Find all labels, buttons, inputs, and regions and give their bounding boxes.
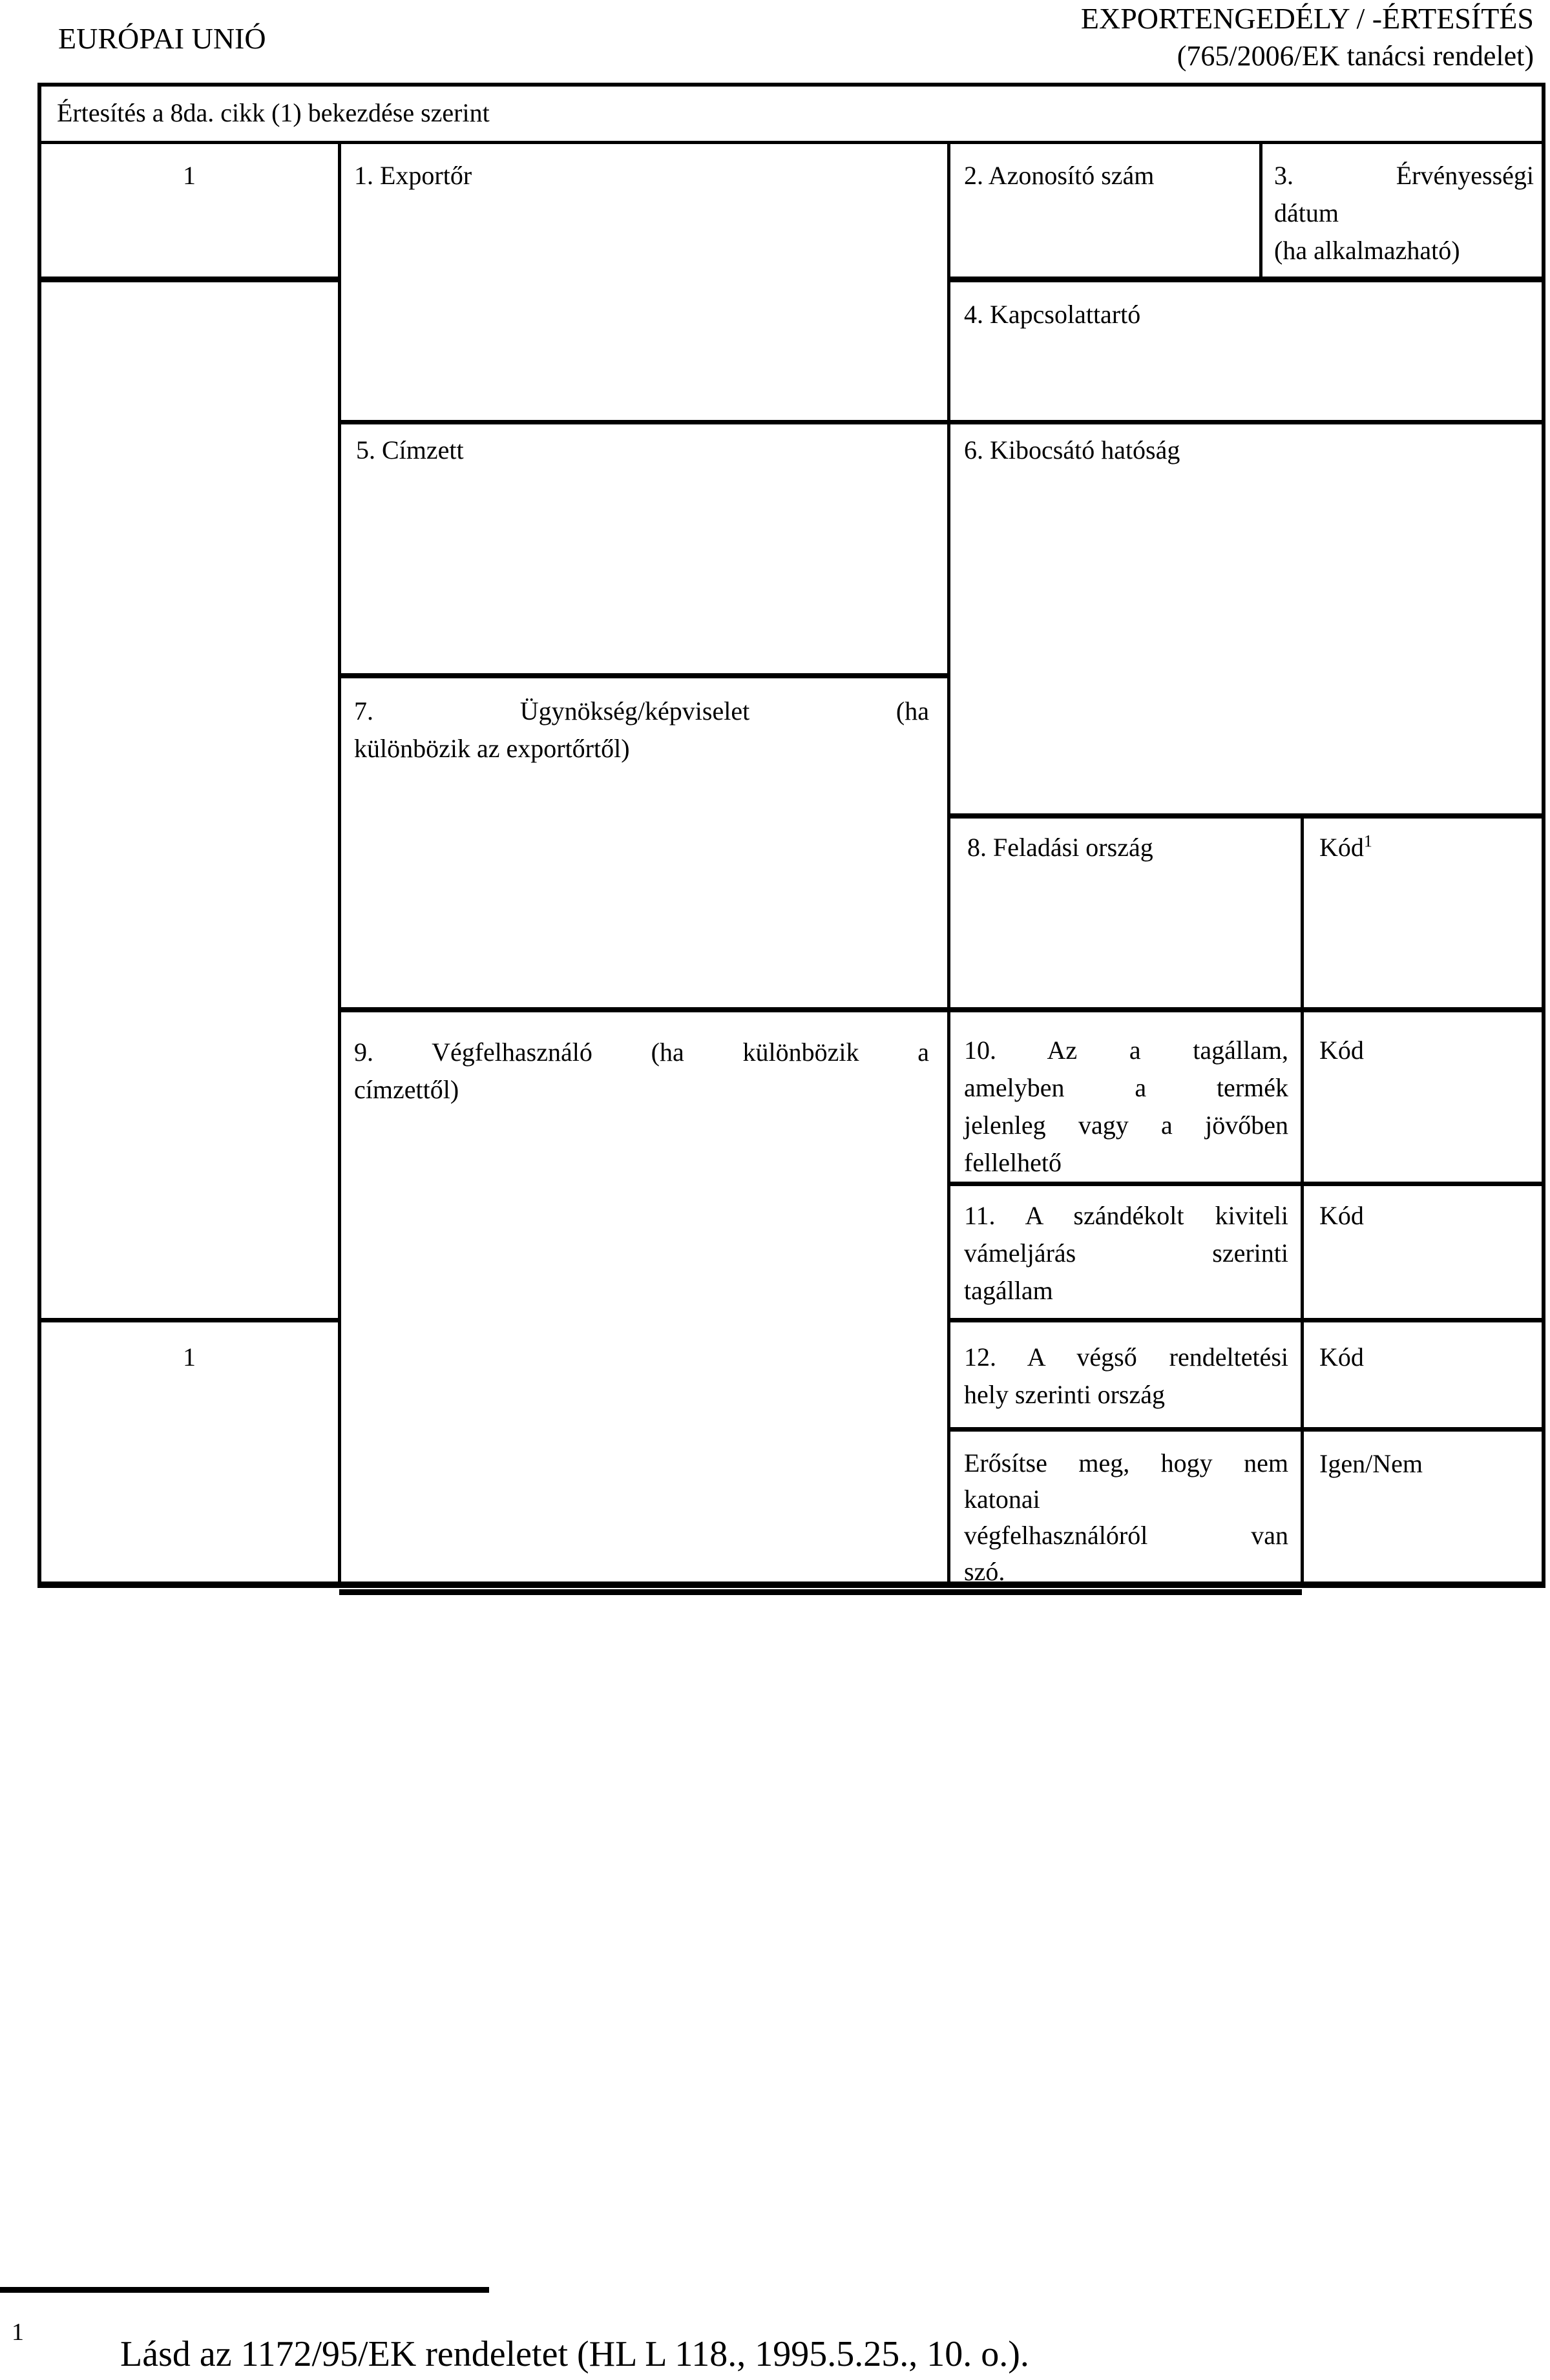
field-contact: 4. Kapcsolattartó bbox=[964, 300, 1141, 329]
cell-line: amelyben a termék bbox=[964, 1073, 1288, 1102]
field-dispatch-code bbox=[1319, 829, 1372, 866]
copy-number-bottom: 1 bbox=[183, 1342, 196, 1372]
cell-line: különbözik az exportőrtől) bbox=[354, 734, 630, 763]
row-line-colCD-433 bbox=[947, 277, 1545, 282]
footnote-marker: 1 bbox=[12, 2319, 24, 2346]
row-line-654 bbox=[339, 420, 1545, 424]
cell-line: vámeljárás szerinti bbox=[964, 1238, 1288, 1268]
field-code-10: Kód bbox=[1319, 1036, 1364, 1065]
cell-line: jelenleg vagy a jövőben bbox=[964, 1111, 1288, 1140]
field-consignee: 5. Címzett bbox=[356, 435, 464, 465]
cell-line: szó. bbox=[964, 1557, 1005, 1586]
field-end-user bbox=[354, 1034, 929, 1109]
cell-line: 7. Ügynökség/képviselet (ha bbox=[354, 696, 929, 725]
field-dispatch-country: 8. Feladási ország bbox=[967, 833, 1153, 862]
col-line-c-d-top bbox=[1259, 141, 1262, 282]
footnote-text: Lásd az 1172/95/EK rendeletet (HL L 118., 1995.5.25., 10. o.). bbox=[120, 2334, 1029, 2374]
cell-line: katonai bbox=[964, 1485, 1040, 1514]
dispatch-code-label: Kód bbox=[1319, 833, 1364, 862]
table-border-top bbox=[37, 83, 1545, 87]
field-id-number: 2. Azonosító szám bbox=[964, 161, 1155, 190]
cell-line: végfelhasználóról van bbox=[964, 1521, 1288, 1550]
col-line-c-d-bottom bbox=[1301, 813, 1304, 1584]
table-border-bottom-offset bbox=[339, 1589, 1302, 1595]
field-validity-date bbox=[1274, 157, 1534, 269]
cell-line: hely szerinti ország bbox=[964, 1380, 1165, 1409]
field-agency bbox=[354, 693, 929, 767]
col-line-a-b bbox=[338, 141, 341, 1588]
row-line-under-notice bbox=[37, 141, 1545, 144]
dispatch-code-footnote-ref: 1 bbox=[1363, 831, 1372, 851]
cell-line: 11. A szándékolt kiviteli bbox=[964, 1201, 1288, 1230]
row-line-colA-2045 bbox=[37, 1318, 339, 1322]
row-line-colCD-1835 bbox=[947, 1182, 1545, 1186]
field-confirm-non-military bbox=[964, 1445, 1288, 1590]
cell-line: tagállam bbox=[964, 1276, 1053, 1305]
cell-line: dátum bbox=[1274, 198, 1339, 227]
cell-line: Erősítse meg, hogy nem bbox=[964, 1448, 1288, 1477]
cell-line: 12. A végső rendeltetési bbox=[964, 1342, 1288, 1372]
field-yes-no: Igen/Nem bbox=[1319, 1449, 1423, 1478]
cell-line: 3. Érvényességi bbox=[1274, 161, 1534, 190]
field-code-12: Kód bbox=[1319, 1342, 1364, 1372]
row-line-colCD-2045 bbox=[947, 1318, 1545, 1322]
field-issuing-authority: 6. Kibocsátó hatóság bbox=[964, 435, 1180, 465]
row-line-colB-1047 bbox=[339, 673, 950, 678]
table-border-right bbox=[1542, 83, 1545, 1588]
footnote-rule bbox=[0, 2287, 489, 2293]
copy-number-top: 1 bbox=[183, 161, 196, 190]
cell-line: fellelhető bbox=[964, 1148, 1062, 1177]
row-line-colCD-1263 bbox=[947, 813, 1545, 819]
row-line-colA-433 bbox=[37, 277, 339, 282]
document-title-block bbox=[1081, 0, 1534, 75]
eu-label: EURÓPAI UNIÓ bbox=[58, 22, 266, 55]
row-line-1565 bbox=[339, 1007, 1545, 1012]
cell-line: címzettől) bbox=[354, 1075, 459, 1104]
field-member-state-located bbox=[964, 1032, 1288, 1182]
cell-line: 10. Az a tagállam, bbox=[964, 1036, 1288, 1065]
row-line-colCD-2215 bbox=[947, 1427, 1545, 1432]
document-title: EXPORTENGEDÉLY / -ÉRTESÍTÉS bbox=[1080, 2, 1534, 35]
col-line-b-c bbox=[947, 141, 950, 1588]
field-member-state-customs bbox=[964, 1197, 1288, 1310]
field-exporter: 1. Exportőr bbox=[354, 161, 472, 190]
cell-line: (ha alkalmazható) bbox=[1274, 236, 1460, 265]
cell-line: 9. Végfelhasználó (ha különbözik a bbox=[354, 1038, 929, 1067]
document-subtitle: (765/2006/EK tanácsi rendelet) bbox=[1177, 40, 1534, 72]
table-border-bottom bbox=[37, 1581, 1545, 1588]
field-code-11: Kód bbox=[1319, 1201, 1364, 1230]
field-final-destination bbox=[964, 1339, 1288, 1414]
notice-header: Értesítés a 8da. cikk (1) bekezdése szerint bbox=[57, 98, 490, 127]
